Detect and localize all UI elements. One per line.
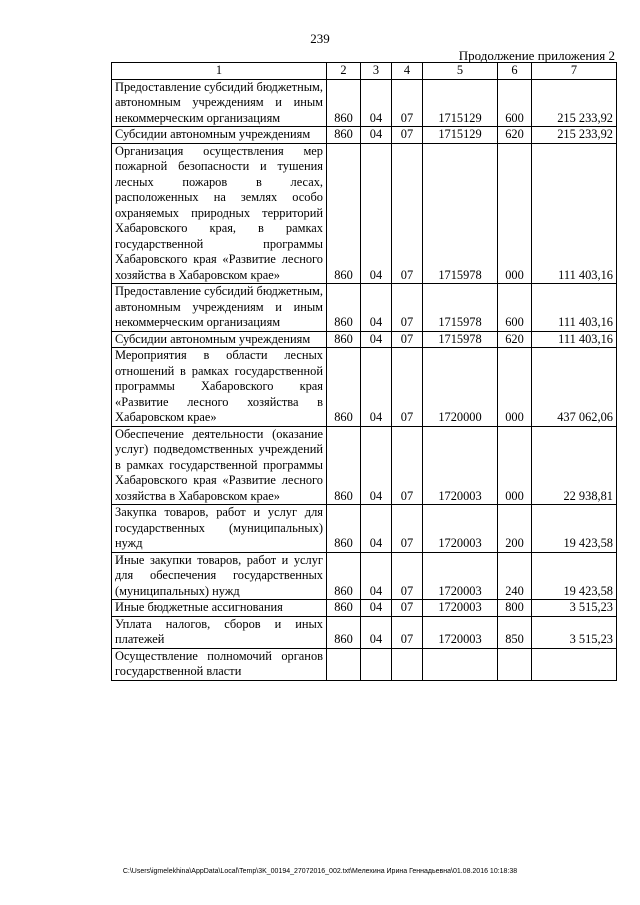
expense-type-cell: 000 — [498, 143, 532, 284]
subsection-code-cell: 07 — [392, 331, 423, 348]
target-article-cell: 1720003 — [423, 600, 498, 617]
table-row — [112, 79, 617, 127]
table-row — [112, 552, 617, 600]
item-name-cell: Предоставление субсидий бюджетным, автономным учреждениям и иным некоммерческим организациям — [112, 284, 327, 332]
expense-type-cell — [498, 648, 532, 680]
ministry-code-cell: 860 — [327, 127, 361, 144]
file-path-footer: C:\Users\igmelekhina\AppData\Local\Temp\3K_00194_27072016_002.txt\Мелехина Ирина Геннадьевна\01.08.2016 10:18:38 — [122, 868, 518, 875]
target-article-cell: 1720003 — [423, 505, 498, 553]
expense-type-cell: 850 — [498, 616, 532, 648]
target-article-cell: 1715978 — [423, 331, 498, 348]
ministry-code-cell: 860 — [327, 143, 361, 284]
subsection-code-cell: 07 — [392, 552, 423, 600]
amount-cell: 437 062,06 — [532, 348, 617, 427]
expense-type-cell: 600 — [498, 284, 532, 332]
section-code-cell: 04 — [361, 143, 392, 284]
amount-cell: 19 423,58 — [532, 505, 617, 553]
target-article-cell: 1715978 — [423, 143, 498, 284]
column-header: 3 — [361, 63, 392, 80]
table-row — [112, 331, 617, 348]
column-header: 2 — [327, 63, 361, 80]
table-row — [112, 616, 617, 648]
ministry-code-cell: 860 — [327, 79, 361, 127]
appendix-continuation: Продолжение приложения 2 — [458, 48, 615, 63]
amount-cell: 111 403,16 — [532, 143, 617, 284]
item-name-cell: Предоставление субсидий бюджетным, автономным учреждениям и иным некоммерческим организациям — [112, 79, 327, 127]
section-code-cell: 04 — [361, 616, 392, 648]
section-code-cell: 04 — [361, 127, 392, 144]
expense-type-cell: 620 — [498, 127, 532, 144]
table-row — [112, 143, 617, 284]
target-article-cell: 1720000 — [423, 348, 498, 427]
amount-cell — [532, 648, 617, 680]
expense-type-cell: 000 — [498, 348, 532, 427]
subsection-code-cell — [392, 648, 423, 680]
table-row — [112, 600, 617, 617]
amount-cell: 111 403,16 — [532, 284, 617, 332]
section-code-cell: 04 — [361, 505, 392, 553]
section-code-cell — [361, 648, 392, 680]
item-name-cell: Иные бюджетные ассигнования — [112, 600, 327, 617]
expense-type-cell: 240 — [498, 552, 532, 600]
subsection-code-cell: 07 — [392, 348, 423, 427]
target-article-cell: 1720003 — [423, 552, 498, 600]
item-name-cell: Субсидии автономным учреждениям — [112, 331, 327, 348]
expense-type-cell: 600 — [498, 79, 532, 127]
section-code-cell: 04 — [361, 426, 392, 505]
ministry-code-cell: 860 — [327, 348, 361, 427]
column-header: 5 — [423, 63, 498, 80]
item-name-cell: Иные закупки товаров, работ и услуг для обеспечения государственных (муниципальных) нужд — [112, 552, 327, 600]
item-name-cell: Осуществление полномочий органов государственной власти — [112, 648, 327, 680]
subsection-code-cell: 07 — [392, 284, 423, 332]
item-name-cell: Субсидии автономным учреждениям — [112, 127, 327, 144]
subsection-code-cell: 07 — [392, 127, 423, 144]
ministry-code-cell: 860 — [327, 600, 361, 617]
column-header: 7 — [532, 63, 617, 80]
expense-type-cell: 000 — [498, 426, 532, 505]
section-code-cell: 04 — [361, 79, 392, 127]
target-article-cell: 1720003 — [423, 616, 498, 648]
subsection-code-cell: 07 — [392, 143, 423, 284]
column-header: 6 — [498, 63, 532, 80]
header-row — [112, 63, 617, 80]
section-code-cell: 04 — [361, 348, 392, 427]
amount-cell: 3 515,23 — [532, 616, 617, 648]
table-row — [112, 426, 617, 505]
amount-cell: 215 233,92 — [532, 127, 617, 144]
item-name-cell: Организация осуществления мер пожарной безопасности и тушения лесных пожаров в лесах, расположенных на землях особо охраняемых природных территорий Хабаровского края, в рамках государственной программы Хабаровского края «Развитие лесного хозяйства в Хабаровском крае» — [112, 143, 327, 284]
target-article-cell: 1715129 — [423, 127, 498, 144]
ministry-code-cell: 860 — [327, 284, 361, 332]
item-name-cell: Мероприятия в области лесных отношений в рамках государственной программы Хабаровского края «Развитие лесного хозяйства в Хабаровском крае» — [112, 348, 327, 427]
subsection-code-cell: 07 — [392, 426, 423, 505]
amount-cell: 22 938,81 — [532, 426, 617, 505]
subsection-code-cell: 07 — [392, 616, 423, 648]
item-name-cell: Уплата налогов, сборов и иных платежей — [112, 616, 327, 648]
ministry-code-cell — [327, 648, 361, 680]
section-code-cell: 04 — [361, 600, 392, 617]
expense-type-cell: 800 — [498, 600, 532, 617]
target-article-cell: 1715129 — [423, 79, 498, 127]
section-code-cell: 04 — [361, 331, 392, 348]
section-code-cell: 04 — [361, 284, 392, 332]
table-row — [112, 505, 617, 553]
page-number: 239 — [310, 31, 330, 46]
ministry-code-cell: 860 — [327, 552, 361, 600]
target-article-cell: 1720003 — [423, 426, 498, 505]
amount-cell: 215 233,92 — [532, 79, 617, 127]
target-article-cell: 1715978 — [423, 284, 498, 332]
table-row — [112, 127, 617, 144]
expense-type-cell: 200 — [498, 505, 532, 553]
subsection-code-cell: 07 — [392, 79, 423, 127]
ministry-code-cell: 860 — [327, 616, 361, 648]
column-header: 1 — [112, 63, 327, 80]
subsection-code-cell: 07 — [392, 600, 423, 617]
target-article-cell — [423, 648, 498, 680]
amount-cell: 111 403,16 — [532, 331, 617, 348]
item-name-cell: Закупка товаров, работ и услуг для государственных (муниципальных) нужд — [112, 505, 327, 553]
subsection-code-cell: 07 — [392, 505, 423, 553]
ministry-code-cell: 860 — [327, 426, 361, 505]
column-header: 4 — [392, 63, 423, 80]
expense-type-cell: 620 — [498, 331, 532, 348]
amount-cell: 19 423,58 — [532, 552, 617, 600]
table-row — [112, 648, 617, 680]
amount-cell: 3 515,23 — [532, 600, 617, 617]
table-row — [112, 348, 617, 427]
ministry-code-cell: 860 — [327, 505, 361, 553]
table-row — [112, 284, 617, 332]
ministry-code-cell: 860 — [327, 331, 361, 348]
budget-table — [111, 62, 617, 681]
item-name-cell: Обеспечение деятельности (оказание услуг) подведомственных учреждений в рамках государственной программы Хабаровского края «Развитие лесного хозяйства в Хабаровском крае» — [112, 426, 327, 505]
section-code-cell: 04 — [361, 552, 392, 600]
